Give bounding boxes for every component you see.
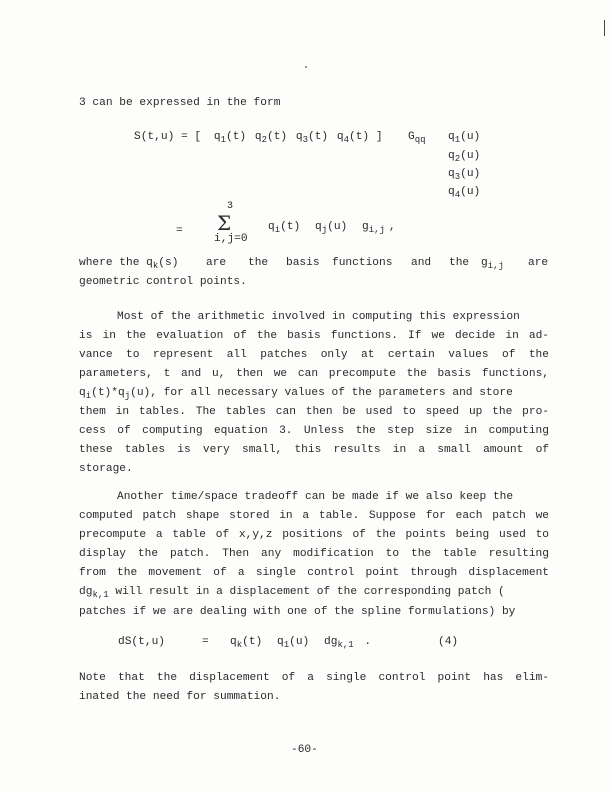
eq1-col-3: $q_3(u)$ xyxy=(448,168,481,182)
eq2-terms: $q_i(t)$ $q_j(u)$ $g_{i,j}$ , xyxy=(268,221,396,235)
p1-line-3: vance to represent all patches only at certain values of the xyxy=(79,349,549,361)
note-line-1: Note that the displacement of a single control point has elim- xyxy=(79,672,549,684)
p2-line-1: Another time/space tradeoff can be made if we also keep the xyxy=(117,491,514,503)
sum-lower-limit: i,j=0 xyxy=(214,233,248,245)
p1-line-5: $q_i(t)*q_j(u)$, for all necessary values of the parameters and store xyxy=(79,387,513,401)
p1-line-6: them in tables. The tables can then be used to speed up the pro- xyxy=(79,406,549,418)
p2-line-6: $dg_{k,1}$ will result in a displacement of the corresponding patch ( xyxy=(79,586,505,600)
sum-upper-limit: 3 xyxy=(227,201,234,212)
p1-line-1: Most of the arithmetic involved in computing this expression xyxy=(117,311,520,323)
p1-line-9: storage. xyxy=(79,463,133,475)
p1-line-7: cess of computing equation 3. Unless the step size in computing xyxy=(79,425,549,437)
scan-speck xyxy=(305,66,307,68)
intro-text: 3 can be expressed in the form xyxy=(79,97,281,109)
eq1-lhs: S(t,u) = [ $q_1(t)$ $q_2(t)$ $q_3(t)$ $q_4(t)$ ] xyxy=(134,131,383,145)
p2-line-4: display the patch. Then any modification to the table resulting xyxy=(79,548,549,560)
eq1-col-4: $q_4(u)$ xyxy=(448,186,481,200)
p2-line-3: precompute a table of x,y,z positions of the points being used to xyxy=(79,529,549,541)
equation-number: (4) xyxy=(438,636,459,648)
p1-line-8: these tables is very small, this results in a small amount of xyxy=(79,444,549,456)
eq1-col-1: $q_1(u)$ xyxy=(448,131,481,145)
p1-line-4: parameters, t and u, then we can precompute the basis functions, xyxy=(79,368,549,380)
margin-mark xyxy=(604,20,605,36)
eq2-equals: = xyxy=(176,225,183,237)
summation-sign: Σ xyxy=(217,211,232,235)
p2-line-7: patches if we are dealing with one of the spline formulations) by xyxy=(79,606,516,618)
p2-line-5: from the movement of a single control point through displacement xyxy=(79,567,549,579)
note-line-2: inated the need for summation. xyxy=(79,691,281,703)
eq1-gqq: $G_{qq}$ xyxy=(408,131,426,145)
eq4-lhs: dS(t,u) xyxy=(118,636,165,648)
geometric-line: geometric control points. xyxy=(79,276,247,288)
eq4-rhs: $q_k(t)$ $q_1(u)$ $dg_{k,1}$ . xyxy=(230,636,372,650)
eq1-col-2: $q_2(u)$ xyxy=(448,150,481,164)
page-number: -60- xyxy=(291,744,318,756)
eq4-equals: = xyxy=(202,636,209,648)
p2-line-2: computed patch shape stored in a table. Suppose for each patch we xyxy=(79,510,549,522)
p1-line-2: is in the evaluation of the basis functions. If we decide in ad- xyxy=(79,330,549,342)
